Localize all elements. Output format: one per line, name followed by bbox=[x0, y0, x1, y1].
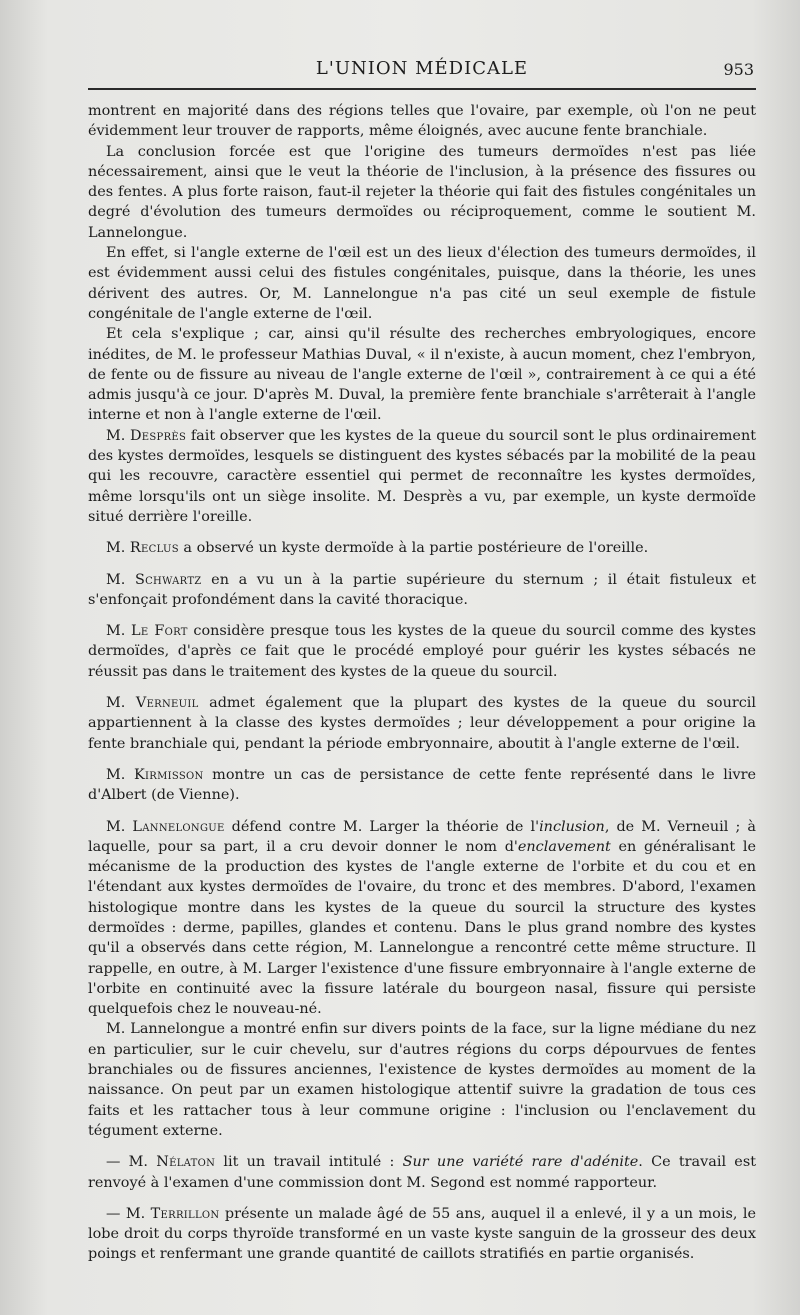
speaker-name: Le Fort bbox=[130, 623, 188, 640]
italic-title: Sur une variété rare d'adénite bbox=[402, 1154, 639, 1171]
speaker-name: Verneuil bbox=[135, 695, 199, 712]
page-number: 953 bbox=[723, 60, 754, 79]
paragraph bbox=[88, 693, 756, 754]
paragraph-text: en généralisant le mécanisme de la production des kystes de l'angle externe de l'orbite et du cou et en l'étendant aux kystes dermoïdes de l'ovaire, du tronc et des membres. D'abord, l'examen histologique montre dans les kystes de la queue du sourcil la structure des kystes dermoïdes : derme, papilles, glandes et contenu. Dans le plus grand nombre des kystes qu'il a observés dans cette région, M. Lannelongue a rencontré cette même structure. Il rappelle, en outre, à M. Larger l'existence d'une fissure embryonnaire à l'angle externe de l'orbite en continuité avec la fissure latérale du bourgeon nasal, fissure qui persiste quelquefois chez le nouveau-né. bbox=[88, 838, 756, 1018]
paragraph-text: . Ce travail est renvoyé à l'examen d'une commission dont M. Segond est nommé rapporteur. bbox=[88, 1154, 756, 1191]
paragraph: Et cela s'explique ; car, ainsi qu'il résulte des recherches embryologiques, encore inédites, de M. le professeur Mathias Duval, « il n'existe, à aucun moment, chez l'embryon, de fente ou de fissure au niveau de l'angle externe de l'œil », contrairement à ce qui a été admis jusqu'à ce jour. D'après M. Duval, la première fente branchiale s'arrêterait à l'angle interne et non à l'angle externe de l'œil. bbox=[88, 326, 756, 424]
speaker-name: Desprès bbox=[129, 427, 187, 444]
paragraph-text: montre un cas de persistance de cette fente représenté dans le livre d'Albert (de Vienne). bbox=[88, 766, 756, 804]
paragraph-text: présente un malade âgé de 55 ans, auquel il a enlevé, il y a un mois, le lobe droit du corps thyroïde transformé en un vaste kyste sanguin de la grosseur des deux poings et renfermant une grande quantité de caillots stratifiés en partie organisés. bbox=[88, 1205, 756, 1263]
speaker-prefix: M. bbox=[106, 540, 130, 557]
speaker-name: Reclus bbox=[129, 540, 179, 557]
paragraph-text: en a vu un à la partie supérieure du sternum ; il était fistuleux et s'enfonçait profondément dans la cavité thoracique. bbox=[88, 571, 756, 608]
header-rule bbox=[88, 88, 756, 90]
speaker-prefix: — M. bbox=[106, 1154, 157, 1171]
paragraph bbox=[88, 426, 756, 527]
paragraph bbox=[88, 570, 756, 611]
speaker-prefix: M. bbox=[106, 818, 133, 835]
paragraph bbox=[88, 817, 756, 1020]
speaker-prefix: — M. bbox=[106, 1205, 151, 1222]
paragraph bbox=[88, 1152, 756, 1193]
running-title: L'UNION MÉDICALE bbox=[315, 58, 529, 79]
speaker-prefix: M. bbox=[106, 571, 135, 588]
speaker-prefix: M. bbox=[106, 623, 131, 640]
paragraph bbox=[88, 1204, 756, 1265]
speaker-prefix: M. bbox=[106, 766, 134, 783]
paragraph bbox=[88, 538, 756, 558]
speaker-name: Lannelongue bbox=[132, 818, 225, 835]
paragraph-text: fait observer que les kystes de la queue du sourcil sont le plus ordinairement des kystes dermoïdes, lesquels se distinguent des kystes sébacés par la mobilité de la peau qui les recouvre, caractère essentiel qui permet de reconnaître les kystes dermoïdes, même lorsqu'ils ont un siège insolite. M. Desprès a vu, par exemple, un kyste dermoïde situé derrière l'oreille. bbox=[88, 427, 756, 525]
speaker-prefix: M. bbox=[106, 695, 136, 712]
paragraph-text: admet également que la plupart des kystes de la queue du sourcil appartiennent à la classe des kystes dermoïdes ; leur développement a pour origine la fente branchiale qui, pendant la période embryonnaire, aboutit à l'angle externe de l'œil. bbox=[88, 695, 756, 752]
paragraph-text: défend contre M. Larger la théorie de l' bbox=[224, 818, 540, 835]
speaker-name: Nélaton bbox=[156, 1154, 216, 1171]
speaker-name: Schwartz bbox=[134, 571, 202, 588]
body-text bbox=[88, 101, 756, 1265]
speaker-name: Terrillon bbox=[150, 1205, 220, 1222]
paragraph: M. Lannelongue a montré enfin sur divers points de la face, sur la ligne médiane du nez en particulier, sur le cuir chevelu, sur d'autres régions du corps dépourvues de fentes branchiales ou de fissures anciennes, l'existence de kystes dermoïdes au moment de la naissance. On peut par un examen histologique attentif suivre la gradation de tous ces faits et les rattacher tous à leur commune origine : l'inclusion ou l'enclavement du tégument externe. bbox=[88, 1021, 756, 1139]
paragraph: La conclusion forcée est que l'origine des tumeurs dermoïdes n'est pas liée nécessairement, ainsi que le veut la théorie de l'inclusion, à la présence des fissures ou des fentes. A plus forte raison, faut-il rejeter la théorie qui fait des fistules congénitales un degré d'évolution des tumeurs dermoïdes ou réciproquement, comme le soutient M. Lannelongue. bbox=[88, 143, 756, 241]
italic-term: inclusion bbox=[539, 818, 605, 835]
paragraph-text: a observé un kyste dermoïde à la partie postérieure de l'oreille. bbox=[178, 540, 649, 557]
paragraph bbox=[88, 621, 756, 682]
paragraph-text: lit un travail intitulé : bbox=[215, 1154, 403, 1171]
paragraph: montrent en majorité dans des régions telles que l'ovaire, par exemple, où l'on ne peut évidemment leur trouver de rapports, même éloignés, avec aucune fente branchiale. bbox=[88, 103, 756, 140]
page-header bbox=[88, 58, 756, 88]
paragraph bbox=[88, 765, 756, 806]
paragraph-text: considère presque tous les kystes de la queue du sourcil comme des kystes dermoïdes, d'après ce fait que le procédé employé pour guérir les kystes sébacés ne réussit pas dans le traitement des kystes de la queue du sourcil. bbox=[88, 623, 756, 680]
speaker-name: Kirmisson bbox=[133, 766, 204, 783]
speaker-prefix: M. bbox=[106, 427, 130, 444]
italic-term: enclavement bbox=[517, 838, 611, 855]
paragraph-text: , de M. Verneuil ; à laquelle, pour sa part, il a cru devoir donner le nom d' bbox=[88, 818, 756, 855]
paragraph: En effet, si l'angle externe de l'œil est un des lieux d'élection des tumeurs dermoïdes, il est évidemment aussi celui des fistules congénitales, puisque, dans la théorie, les unes dérivent des autres. Or, M. Lannelongue n'a pas cité un seul exemple de fistule congénitale de l'angle externe de l'œil. bbox=[88, 245, 756, 322]
